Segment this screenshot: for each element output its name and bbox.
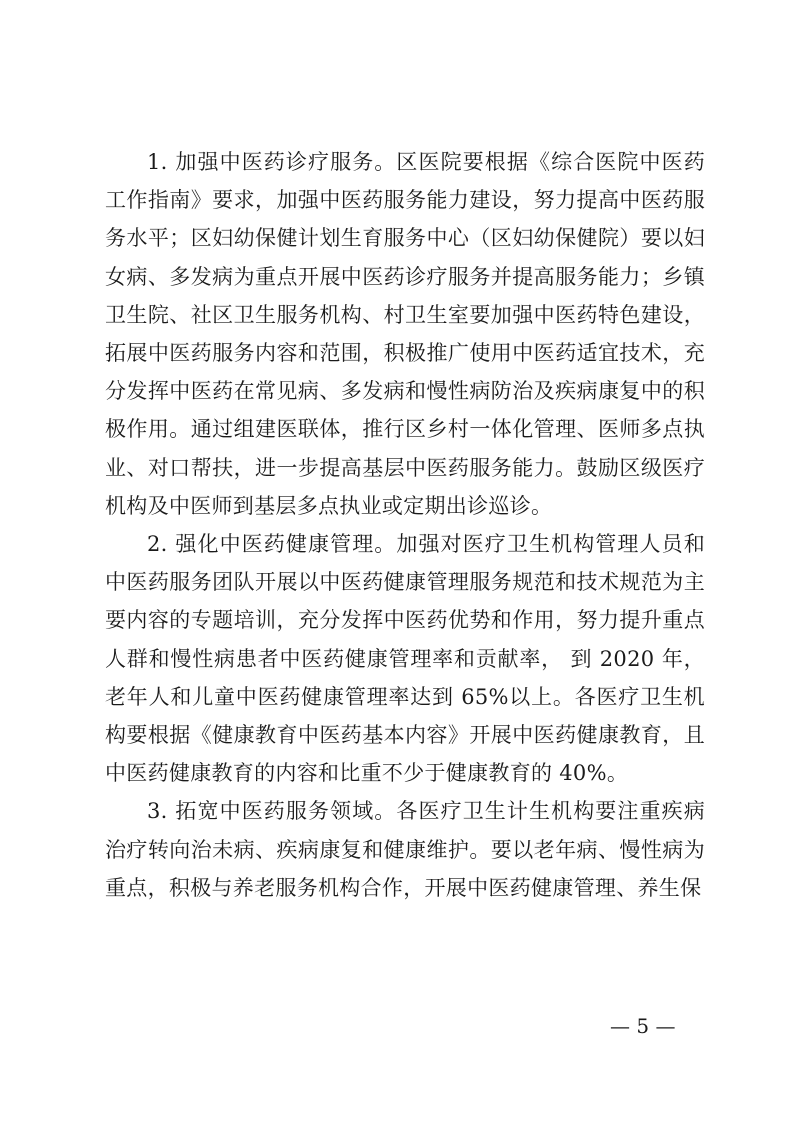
paragraph-tcm-health-management: 2. 强化中医药健康管理。加强对医疗卫生机构管理人员和中医药服务团队开展以中医药健康管理服务规范和技术规范为主要内容的专题培训，充分发挥中医药优势和作用，努力提升重点人群和慢性病患者中医药健康管理率和贡献率， 到 2020 年， 老年人和儿童中医药健康管理率达到 65%以上。各医疗卫生机构要根据《健康教育中医药基本内容》开展中医药健康教育，且中医药健康教育的内容和比重不少于健康教育的 40%。: [105, 532, 705, 786]
page-number: — 5 —: [610, 1014, 676, 1038]
paragraph-tcm-service-fields: 3. 拓宽中医药服务领域。各医疗卫生计生机构要注重疾病治疗转向治未病、疾病康复和健康维护。要以老年病、慢性病为重点，积极与养老服务机构合作，开展中医药健康管理、养生保: [105, 799, 705, 900]
paragraph-tcm-diagnosis-services: 1. 加强中医药诊疗服务。区医院要根据《综合医院中医药工作指南》要求，加强中医药服务能力建设，努力提高中医药服务水平；区妇幼保健计划生育服务中心（区妇幼保健院）要以妇女病、多发病为重点开展中医药诊疗服务并提高服务能力；乡镇卫生院、社区卫生服务机构、村卫生室要加强中医药特色建设，拓展中医药服务内容和范围，积极推广使用中医药适宜技术，充分发挥中医药在常见病、多发病和慢性病防治及疾病康复中的积极作用。通过组建医联体，推行区乡村一体化管理、医师多点执业、对口帮扶，进一步提高基层中医药服务能力。鼓励区级医疗机构及中医师到基层多点执业或定期出诊巡诊。: [105, 150, 705, 518]
document-body: [105, 143, 705, 907]
